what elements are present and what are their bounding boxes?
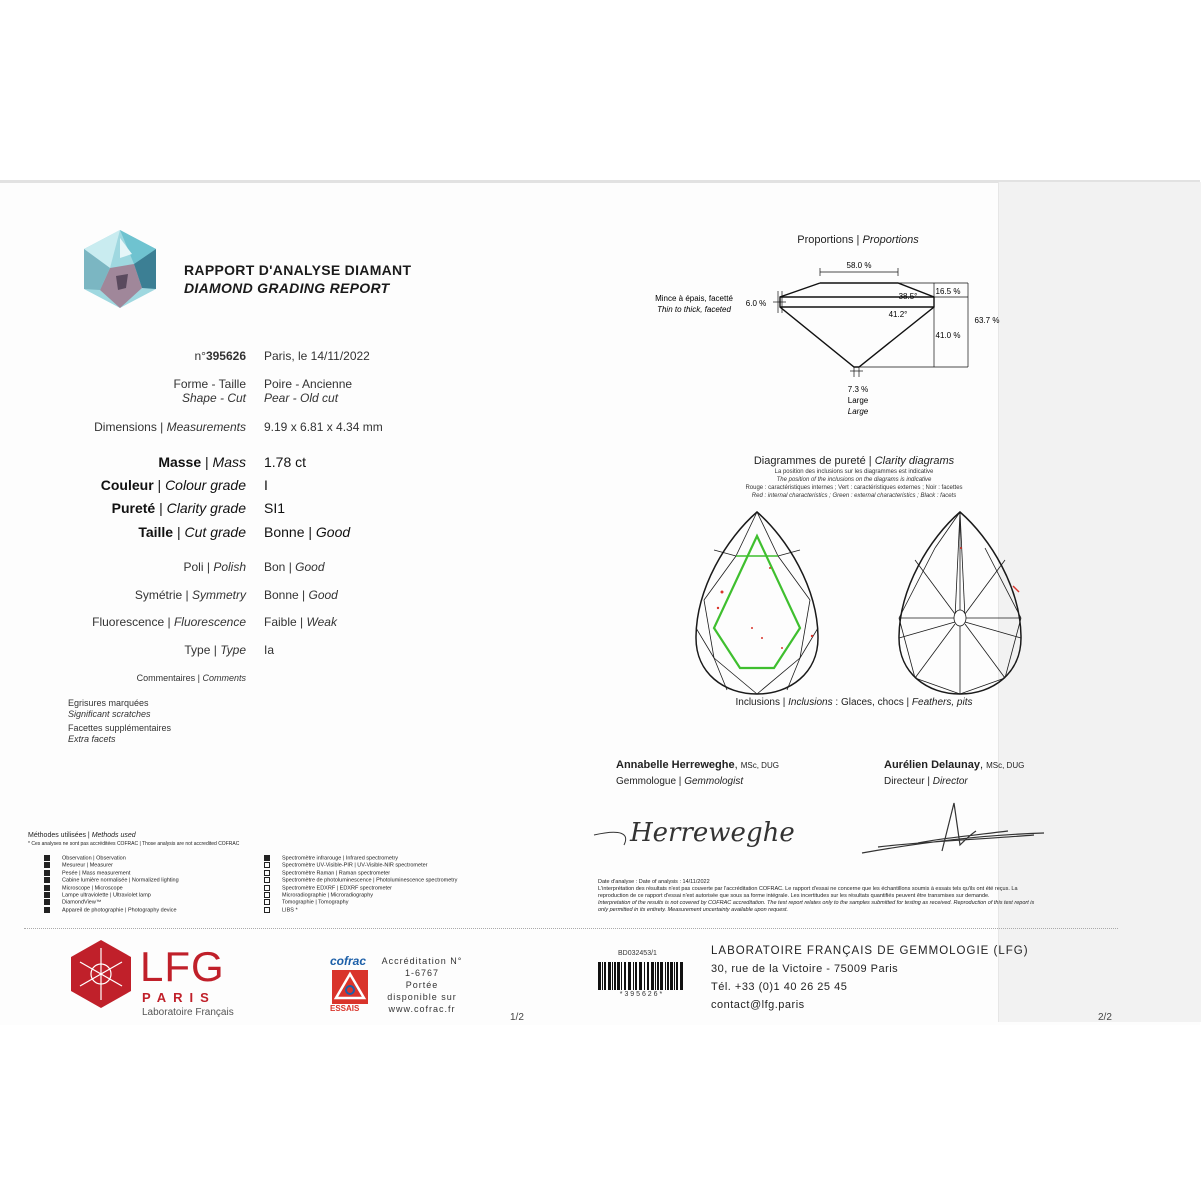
checked-box-icon	[44, 885, 50, 891]
pavilion-depth: 41.0 %	[935, 331, 961, 340]
svg-text:Herreweghe: Herreweghe	[630, 818, 795, 848]
method-item: Spectromètre Raman | Raman spectrometer	[264, 870, 390, 876]
accreditation-text: Accréditation N° 1-6767 Portée disponible sur www.cofrac.fr	[381, 956, 463, 1014]
lab-name: LABORATOIRE FRANÇAIS DE GEMMOLOGIE (LFG)	[711, 945, 1029, 957]
methods-note: * Ces analyses ne sont pas accréditées COFRAC | Those analysis are not accredited COFRAC	[28, 841, 240, 847]
crown-angle: 38.5°	[898, 292, 918, 301]
symmetry-label: Symétrie | Symmetry	[134, 588, 246, 602]
lab-phone: Tél. +33 (0)1 40 26 25 45	[711, 981, 848, 993]
dimensions-value: 9.19 x 6.81 x 4.34 mm	[264, 420, 383, 434]
barcode-number: * 3 9 5 6 2 6 *	[619, 991, 663, 998]
crown-height: 16.5 %	[935, 287, 961, 296]
method-item: Spectromètre de photoluminescence | Photoluminescence spectrometry	[264, 877, 457, 883]
cut-grade-label: Taille | Cut grade	[138, 524, 246, 540]
methods-title: Méthodes utilisées | Methods used	[28, 832, 136, 839]
unchecked-box-icon	[264, 892, 270, 898]
page-number-right: 2/2	[1098, 1012, 1112, 1023]
unchecked-box-icon	[264, 870, 270, 876]
colour-value: I	[264, 477, 268, 493]
shape-value-en: Pear - Old cut	[264, 391, 339, 405]
method-item: LIBS *	[264, 907, 298, 913]
type-label: Type | Type	[184, 643, 246, 657]
method-item: Spectromètre EDXRF | EDXRF spectrometer	[264, 885, 392, 891]
comment-2-fr: Facettes supplémentaires	[68, 723, 172, 733]
fluorescence-label: Fluorescence | Fluorescence	[92, 615, 246, 629]
proportions-title: Proportions | Proportions	[797, 234, 919, 246]
clarity-label: Pureté | Clarity grade	[111, 500, 246, 516]
girdle-pct: 6.0 %	[745, 299, 767, 308]
lfg-city: PARIS	[142, 990, 216, 1005]
shape-label-fr: Forme - Taille	[173, 377, 246, 391]
checked-box-icon	[44, 862, 50, 868]
analysis-footnote: Date d'analyse : Date of analysis : 14/11/2022 L'interprétation des résultats n'est pas couverte par l'accréditation COFRAC. Le rapport d'essai ne concerne que les échantillons soumis à essais tels qu'ils ont été reçus. La reproduction de ce rapport d'essai n'est autorisée que sous sa forme intégrale. Les incertitudes sur les résultats quantifiés peuvent être transmises sur demande. Interpretation of the results is not covered by COFRAC accreditation. The test report relates only to the samples submitted for testing as received. Reproduction of this test report is only permitted in its entirety. Measurement uncertainty available upon request.	[598, 879, 1035, 913]
checked-box-icon	[44, 899, 50, 905]
total-depth: 63.7 %	[974, 316, 1000, 325]
colour-label: Couleur | Colour grade	[100, 477, 246, 493]
clarity-crown-diagram	[692, 508, 822, 698]
mass-value: 1.78 ct	[264, 454, 307, 470]
signature-1	[590, 805, 795, 865]
method-item: Cabine lumière normalisée | Normalized lighting	[44, 877, 179, 883]
method-item: DiamondView™	[44, 899, 101, 905]
signer-1-role: Gemmologue | Gemmologist	[616, 776, 744, 787]
signer-2-name: Aurélien Delaunay, MSc, DUG	[884, 759, 1025, 771]
cofrac-brand: cofrac	[330, 954, 367, 968]
clarity-pavilion-diagram	[895, 508, 1025, 698]
method-item: Appareil de photographie | Photography device	[44, 907, 177, 913]
inclusions-legend: Inclusions | Inclusions : Glaces, chocs | Feathers, pits	[735, 697, 973, 708]
method-item: Mesureur | Measurer	[44, 862, 113, 868]
checked-box-icon	[44, 892, 50, 898]
page-number-left: 1/2	[510, 1012, 524, 1023]
checked-box-icon	[44, 907, 50, 913]
unchecked-box-icon	[264, 885, 270, 891]
signer-1-name: Annabelle Herreweghe, MSc, DUG	[616, 759, 779, 771]
table-pct: 58.0 %	[846, 261, 872, 270]
lfg-sub: Laboratoire Français	[142, 1007, 234, 1018]
footer-divider	[24, 928, 1118, 929]
method-item: Microscope | Microscope	[44, 885, 123, 891]
signature-2	[858, 795, 1048, 865]
proportions-diagram	[640, 255, 1010, 420]
lab-address: 30, rue de la Victoire - 75009 Paris	[711, 963, 899, 975]
mass-label: Masse | Mass	[158, 454, 246, 470]
clarity-value: SI1	[264, 500, 286, 516]
dimensions-label: Dimensions | Measurements	[94, 420, 246, 434]
comment-1-en: Significant scratches	[68, 709, 151, 719]
method-item: Lampe ultraviolette | Ultraviolet lamp	[44, 892, 151, 898]
checked-box-icon	[44, 870, 50, 876]
culet-fr: Large	[847, 396, 869, 405]
girdle-label-en: Thin to thick, faceted	[657, 305, 731, 314]
cofrac-essais: ESSAIS	[330, 1004, 360, 1013]
polish-value: Bon | Good	[264, 560, 325, 574]
checked-box-icon	[44, 877, 50, 883]
method-item: Spectromètre infrarouge | Infrared spectrometry	[264, 855, 398, 861]
method-item: Spectromètre UV-Visible-PIR | UV-Visible-NIR spectrometer	[264, 862, 428, 868]
pavilion-angle: 41.2°	[888, 310, 908, 319]
comments-label: Commentaires | Comments	[136, 673, 246, 683]
unchecked-box-icon	[264, 862, 270, 868]
barcode-image	[598, 962, 684, 990]
unchecked-box-icon	[264, 877, 270, 883]
culet-pct: 7.3 %	[847, 385, 869, 394]
shape-value-fr: Poire - Ancienne	[264, 377, 353, 391]
method-item: Tomographie | Tomography	[264, 899, 348, 905]
type-value: Ia	[264, 643, 275, 657]
hexagon-crystal-icon	[80, 228, 160, 310]
unchecked-box-icon	[264, 899, 270, 905]
method-item: Microradiographie | Microradiography	[264, 892, 373, 898]
symmetry-value: Bonne | Good	[264, 588, 338, 602]
cut-grade-value: Bonne | Good	[264, 524, 351, 540]
report-title-fr: RAPPORT D'ANALYSE DIAMANT	[184, 262, 412, 278]
fluorescence-value: Faible | Weak	[264, 615, 337, 629]
lfg-hex-logo-icon	[68, 938, 134, 1010]
signer-2-role: Directeur | Director	[884, 776, 968, 787]
lab-email: contact@lfg.paris	[711, 999, 805, 1011]
comment-2-en: Extra facets	[68, 734, 116, 744]
checked-box-icon	[264, 855, 270, 861]
report-number: n°395626	[194, 349, 246, 363]
checked-box-icon	[44, 855, 50, 861]
lfg-logo-text: LFG	[140, 943, 225, 990]
clarity-sub: La position des inclusions sur les diagrammes est indicative The position of the inclusions on the diagrams is indicative Rouge : caractéristiques internes ; Vert : caractéristiques externes ; Noir : facettes Red : internal characteristics ; Green : external characteristics ; Black : facets	[745, 469, 963, 499]
method-item: Observation | Observation	[44, 855, 126, 861]
girdle-label-fr: Mince à épais, facetté	[655, 294, 733, 303]
report-date: Paris, le 14/11/2022	[264, 349, 370, 363]
comment-1-fr: Egrisures marquées	[68, 698, 149, 708]
culet-en: Large	[847, 407, 869, 416]
polish-label: Poli | Polish	[183, 560, 246, 574]
barcode-ref: BD032453/1	[618, 950, 657, 957]
shape-label-en: Shape - Cut	[181, 391, 246, 405]
method-item: Pesée | Mass measurement	[44, 870, 130, 876]
clarity-title: Diagrammes de pureté | Clarity diagrams	[753, 455, 955, 467]
report-title-en: DIAMOND GRADING REPORT	[184, 280, 390, 296]
unchecked-box-icon	[264, 907, 270, 913]
cofrac-emblem-icon	[332, 970, 368, 1004]
